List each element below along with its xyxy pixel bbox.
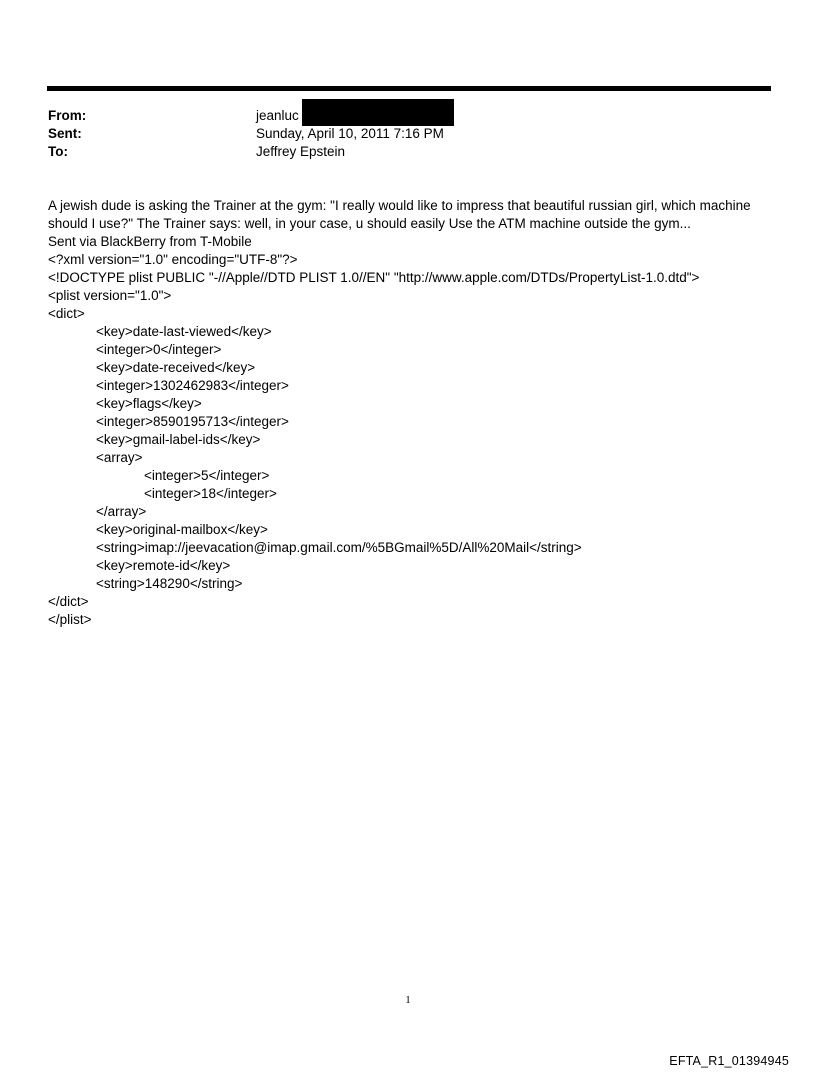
to-value: Jeffrey Epstein <box>256 144 346 159</box>
email-header <box>48 107 748 161</box>
xml-line: <key>date-last-viewed</key> <box>96 324 272 339</box>
to-row <box>48 143 748 161</box>
xml-line: <integer>8590195713</integer> <box>96 414 289 429</box>
xml-dict-close: </dict> <box>48 594 89 609</box>
xml-plist-close: </plist> <box>48 612 92 627</box>
header-divider <box>47 86 771 91</box>
to-label: To: <box>48 144 68 159</box>
email-body <box>48 197 768 629</box>
xml-line: <integer>1302462983</integer> <box>96 378 289 393</box>
xml-dict-open: <dict> <box>48 306 85 321</box>
page-number: 1 <box>405 994 411 1006</box>
xml-doctype: <!DOCTYPE plist PUBLIC "-//Apple//DTD PLIST 1.0//EN" "http://www.apple.com/DTDs/PropertyList-1.0.dtd"> <box>48 270 700 285</box>
message-line-1: A jewish dude is asking the Trainer at the gym: "I really would like to impress that beautiful russian girl, which machine <box>48 198 751 213</box>
xml-line: <integer>0</integer> <box>96 342 222 357</box>
xml-line: <key>original-mailbox</key> <box>96 522 268 537</box>
xml-line: <key>gmail-label-ids</key> <box>96 432 261 447</box>
xml-line: <string>148290</string> <box>96 576 243 591</box>
xml-line: </array> <box>96 504 147 519</box>
document-id: EFTA_R1_01394945 <box>669 1054 789 1068</box>
from-label: From: <box>48 108 87 123</box>
signature-line: Sent via BlackBerry from T-Mobile <box>48 234 252 249</box>
xml-line: <key>flags</key> <box>96 396 202 411</box>
xml-line: <integer>5</integer> <box>144 468 270 483</box>
xml-line: <string>imap://jeevacation@imap.gmail.com/%5BGmail%5D/All%20Mail</string> <box>96 540 582 555</box>
xml-plist-open: <plist version="1.0"> <box>48 288 172 303</box>
sent-label: Sent: <box>48 126 82 141</box>
from-value <box>256 107 454 126</box>
sent-value: Sunday, April 10, 2011 7:16 PM <box>256 126 444 141</box>
xml-declaration: <?xml version="1.0" encoding="UTF-8"?> <box>48 252 298 267</box>
xml-line: <key>date-received</key> <box>96 360 256 375</box>
sent-row <box>48 125 748 143</box>
message-line-2: should I use?" The Trainer says: well, in your case, u should easily Use the ATM machine outside the gym... <box>48 216 691 231</box>
xml-line: <array> <box>96 450 143 465</box>
xml-line: <integer>18</integer> <box>144 486 277 501</box>
xml-line: <key>remote-id</key> <box>96 558 231 573</box>
from-sender-name: jeanluc <box>256 108 299 123</box>
from-row <box>48 107 748 125</box>
redaction-box <box>302 99 454 126</box>
